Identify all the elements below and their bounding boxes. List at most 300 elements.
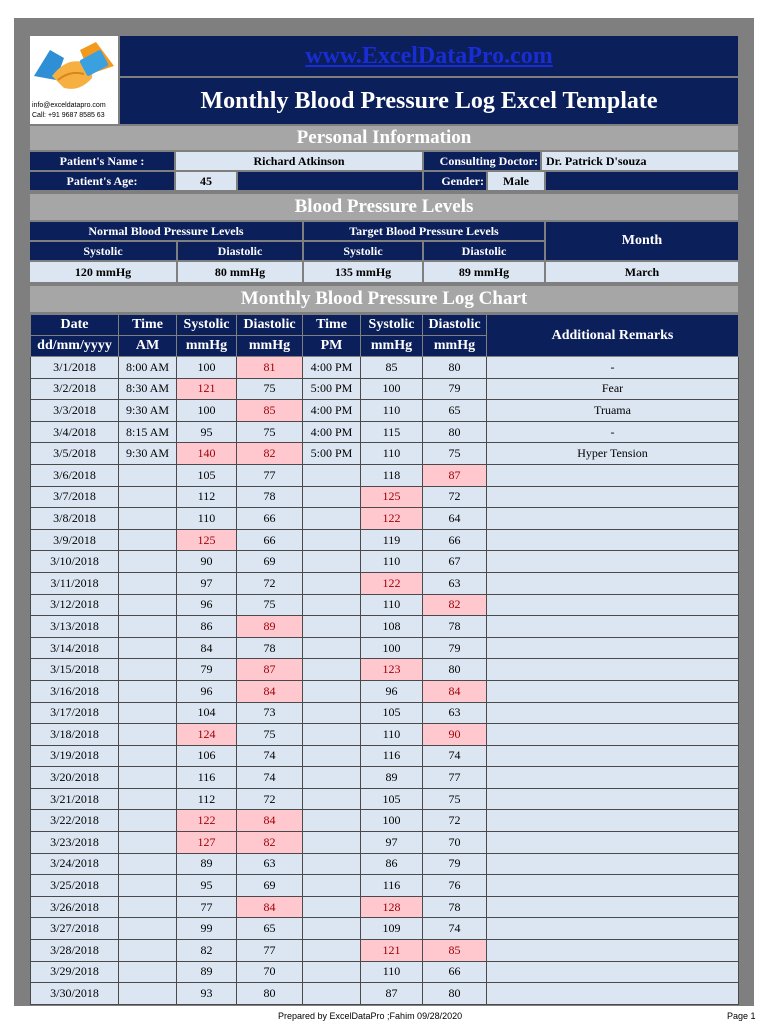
diastolic-pm-cell[interactable]: 82 bbox=[423, 594, 487, 616]
table-row bbox=[31, 421, 739, 443]
target-systolic-value[interactable]: 135 mmHg bbox=[304, 262, 422, 282]
personal-info-band: Personal Information bbox=[30, 126, 738, 150]
systolic-am-cell[interactable]: 127 bbox=[177, 832, 237, 854]
diastolic-am-cell[interactable]: 66 bbox=[237, 529, 303, 551]
time-pm-cell[interactable] bbox=[303, 918, 361, 940]
time-am-cell[interactable]: 9:30 AM bbox=[119, 443, 177, 465]
time-pm-cell[interactable] bbox=[303, 788, 361, 810]
date-cell[interactable]: 3/14/2018 bbox=[31, 637, 119, 659]
time-am-cell[interactable] bbox=[119, 983, 177, 1005]
diastolic-am-cell[interactable]: 69 bbox=[237, 551, 303, 573]
systolic-pm-cell[interactable]: 119 bbox=[361, 529, 423, 551]
time-am-cell[interactable] bbox=[119, 508, 177, 530]
diastolic-am-cell[interactable]: 74 bbox=[237, 767, 303, 789]
diastolic-am-cell[interactable]: 69 bbox=[237, 875, 303, 897]
time-pm-cell[interactable] bbox=[303, 486, 361, 508]
time-am-cell[interactable] bbox=[119, 767, 177, 789]
date-cell[interactable]: 3/9/2018 bbox=[31, 529, 119, 551]
remarks-cell[interactable]: Hyper Tension bbox=[487, 443, 739, 465]
time-pm-cell[interactable] bbox=[303, 680, 361, 702]
footer-prepared: Prepared by ExcelDataPro ;Fahim 09/28/2020 bbox=[278, 1011, 463, 1021]
diastolic-am-cell[interactable]: 63 bbox=[237, 853, 303, 875]
diastolic-pm-cell[interactable]: 67 bbox=[423, 551, 487, 573]
remarks-cell[interactable] bbox=[487, 875, 739, 897]
time-am-cell[interactable] bbox=[119, 724, 177, 746]
remarks-cell[interactable] bbox=[487, 529, 739, 551]
remarks-cell[interactable]: Fear bbox=[487, 378, 739, 400]
systolic-am-cell[interactable]: 106 bbox=[177, 745, 237, 767]
time-pm-cell[interactable]: 5:00 PM bbox=[303, 443, 361, 465]
diastolic-pm-cell[interactable]: 64 bbox=[423, 508, 487, 530]
time-am-cell[interactable]: 8:15 AM bbox=[119, 421, 177, 443]
systolic-am-cell[interactable]: 104 bbox=[177, 702, 237, 724]
diastolic-pm-cell[interactable]: 78 bbox=[423, 616, 487, 638]
time-pm-cell[interactable]: 4:00 PM bbox=[303, 421, 361, 443]
systolic-am-cell[interactable]: 140 bbox=[177, 443, 237, 465]
diastolic-am-cell[interactable]: 73 bbox=[237, 702, 303, 724]
diastolic-pm-cell[interactable]: 79 bbox=[423, 853, 487, 875]
time-am-cell[interactable] bbox=[119, 616, 177, 638]
target-diastolic-label: Diastolic bbox=[424, 242, 544, 260]
time-am-cell[interactable] bbox=[119, 486, 177, 508]
date-cell[interactable]: 3/12/2018 bbox=[31, 594, 119, 616]
table-row bbox=[31, 745, 739, 767]
doctor-value[interactable]: Dr. Patrick D'souza bbox=[542, 152, 738, 170]
date-cell[interactable]: 3/20/2018 bbox=[31, 767, 119, 789]
systolic-pm-cell[interactable]: 97 bbox=[361, 832, 423, 854]
date-cell[interactable]: 3/16/2018 bbox=[31, 680, 119, 702]
diastolic-am-cell[interactable]: 72 bbox=[237, 788, 303, 810]
time-am-cell[interactable] bbox=[119, 551, 177, 573]
table-row bbox=[31, 529, 739, 551]
table-row bbox=[31, 486, 739, 508]
remarks-cell[interactable] bbox=[487, 551, 739, 573]
time-pm-cell[interactable] bbox=[303, 529, 361, 551]
systolic-pm-cell[interactable]: 105 bbox=[361, 788, 423, 810]
unit-pm: PM bbox=[303, 336, 361, 357]
page-title: Monthly Blood Pressure Log Excel Template bbox=[120, 78, 738, 124]
date-cell[interactable]: 3/26/2018 bbox=[31, 896, 119, 918]
diastolic-pm-cell[interactable]: 80 bbox=[423, 357, 487, 379]
col-diastolic-am: Diastolic bbox=[237, 315, 303, 336]
time-pm-cell[interactable] bbox=[303, 702, 361, 724]
remarks-cell[interactable] bbox=[487, 724, 739, 746]
diastolic-pm-cell[interactable]: 79 bbox=[423, 378, 487, 400]
systolic-pm-cell[interactable]: 116 bbox=[361, 745, 423, 767]
diastolic-pm-cell[interactable]: 75 bbox=[423, 788, 487, 810]
col-remarks: Additional Remarks bbox=[487, 315, 739, 357]
time-am-cell[interactable] bbox=[119, 659, 177, 681]
diastolic-pm-cell[interactable]: 85 bbox=[423, 940, 487, 962]
date-cell[interactable]: 3/19/2018 bbox=[31, 745, 119, 767]
time-pm-cell[interactable] bbox=[303, 745, 361, 767]
time-pm-cell[interactable] bbox=[303, 896, 361, 918]
time-am-cell[interactable] bbox=[119, 896, 177, 918]
time-am-cell[interactable] bbox=[119, 853, 177, 875]
log-body bbox=[31, 357, 739, 1005]
remarks-cell[interactable] bbox=[487, 832, 739, 854]
diastolic-am-cell[interactable]: 65 bbox=[237, 918, 303, 940]
gender-label: Gender: bbox=[424, 172, 486, 190]
table-row bbox=[31, 961, 739, 983]
systolic-pm-cell[interactable]: 100 bbox=[361, 637, 423, 659]
unit-systolic-pm: mmHg bbox=[361, 336, 423, 357]
time-am-cell[interactable] bbox=[119, 745, 177, 767]
gender-value[interactable]: Male bbox=[488, 172, 544, 190]
diastolic-pm-cell[interactable]: 76 bbox=[423, 875, 487, 897]
table-row bbox=[31, 918, 739, 940]
diastolic-am-cell[interactable]: 80 bbox=[237, 983, 303, 1005]
systolic-am-cell[interactable]: 100 bbox=[177, 357, 237, 379]
diastolic-am-cell[interactable]: 75 bbox=[237, 421, 303, 443]
diastolic-am-cell[interactable]: 66 bbox=[237, 508, 303, 530]
time-pm-cell[interactable] bbox=[303, 767, 361, 789]
time-pm-cell[interactable] bbox=[303, 875, 361, 897]
doctor-label: Consulting Doctor: bbox=[424, 152, 540, 170]
systolic-am-cell[interactable]: 124 bbox=[177, 724, 237, 746]
table-row bbox=[31, 594, 739, 616]
time-pm-cell[interactable] bbox=[303, 810, 361, 832]
diastolic-am-cell[interactable]: 81 bbox=[237, 357, 303, 379]
patient-name-value[interactable]: Richard Atkinson bbox=[176, 152, 422, 170]
time-am-cell[interactable] bbox=[119, 464, 177, 486]
normal-diastolic-label: Diastolic bbox=[178, 242, 302, 260]
normal-diastolic-value[interactable]: 80 mmHg bbox=[178, 262, 302, 282]
patient-age-spacer bbox=[238, 172, 422, 190]
systolic-pm-cell[interactable]: 121 bbox=[361, 940, 423, 962]
date-cell[interactable]: 3/5/2018 bbox=[31, 443, 119, 465]
systolic-am-cell[interactable]: 93 bbox=[177, 983, 237, 1005]
time-pm-cell[interactable] bbox=[303, 594, 361, 616]
diastolic-am-cell[interactable]: 75 bbox=[237, 594, 303, 616]
date-cell[interactable]: 3/4/2018 bbox=[31, 421, 119, 443]
remarks-cell[interactable] bbox=[487, 961, 739, 983]
table-row bbox=[31, 832, 739, 854]
remarks-cell[interactable]: - bbox=[487, 421, 739, 443]
time-am-cell[interactable] bbox=[119, 918, 177, 940]
time-pm-cell[interactable] bbox=[303, 659, 361, 681]
time-am-cell[interactable] bbox=[119, 572, 177, 594]
diastolic-pm-cell[interactable]: 72 bbox=[423, 810, 487, 832]
table-row bbox=[31, 551, 739, 573]
date-cell[interactable]: 3/30/2018 bbox=[31, 983, 119, 1005]
systolic-am-cell[interactable]: 112 bbox=[177, 486, 237, 508]
remarks-cell[interactable]: Truama bbox=[487, 400, 739, 422]
table-row bbox=[31, 875, 739, 897]
systolic-am-cell[interactable]: 122 bbox=[177, 810, 237, 832]
time-pm-cell[interactable] bbox=[303, 940, 361, 962]
date-cell[interactable]: 3/18/2018 bbox=[31, 724, 119, 746]
remarks-cell[interactable]: - bbox=[487, 357, 739, 379]
table-row bbox=[31, 400, 739, 422]
date-cell[interactable]: 3/25/2018 bbox=[31, 875, 119, 897]
company-logo bbox=[30, 36, 118, 124]
table-row bbox=[31, 659, 739, 681]
table-row bbox=[31, 616, 739, 638]
remarks-cell[interactable] bbox=[487, 486, 739, 508]
systolic-pm-cell[interactable]: 85 bbox=[361, 357, 423, 379]
patient-name-label: Patient's Name : bbox=[30, 152, 174, 170]
time-am-cell[interactable]: 8:00 AM bbox=[119, 357, 177, 379]
systolic-pm-cell[interactable]: 96 bbox=[361, 680, 423, 702]
systolic-pm-cell[interactable]: 87 bbox=[361, 983, 423, 1005]
remarks-cell[interactable] bbox=[487, 572, 739, 594]
time-am-cell[interactable] bbox=[119, 832, 177, 854]
date-cell[interactable]: 3/7/2018 bbox=[31, 486, 119, 508]
systolic-pm-cell[interactable]: 115 bbox=[361, 421, 423, 443]
date-cell[interactable]: 3/22/2018 bbox=[31, 810, 119, 832]
bp-levels-band: Blood Pressure Levels bbox=[30, 194, 738, 220]
remarks-cell[interactable] bbox=[487, 616, 739, 638]
diastolic-am-cell[interactable]: 85 bbox=[237, 400, 303, 422]
time-pm-cell[interactable] bbox=[303, 508, 361, 530]
systolic-am-cell[interactable]: 89 bbox=[177, 961, 237, 983]
diastolic-pm-cell[interactable]: 66 bbox=[423, 529, 487, 551]
table-row bbox=[31, 464, 739, 486]
systolic-am-cell[interactable]: 116 bbox=[177, 767, 237, 789]
remarks-cell[interactable] bbox=[487, 637, 739, 659]
date-cell[interactable]: 3/17/2018 bbox=[31, 702, 119, 724]
time-am-cell[interactable] bbox=[119, 961, 177, 983]
month-label: Month bbox=[546, 222, 738, 260]
footer-page: Page 1 bbox=[727, 1011, 756, 1021]
diastolic-pm-cell[interactable]: 80 bbox=[423, 659, 487, 681]
time-am-cell[interactable]: 9:30 AM bbox=[119, 400, 177, 422]
diastolic-pm-cell[interactable]: 66 bbox=[423, 961, 487, 983]
systolic-am-cell[interactable]: 96 bbox=[177, 594, 237, 616]
time-pm-cell[interactable]: 5:00 PM bbox=[303, 378, 361, 400]
diastolic-pm-cell[interactable]: 65 bbox=[423, 400, 487, 422]
systolic-am-cell[interactable]: 77 bbox=[177, 896, 237, 918]
diastolic-pm-cell[interactable]: 74 bbox=[423, 918, 487, 940]
systolic-am-cell[interactable]: 95 bbox=[177, 875, 237, 897]
table-row bbox=[31, 810, 739, 832]
diastolic-am-cell[interactable]: 74 bbox=[237, 745, 303, 767]
systolic-am-cell[interactable]: 99 bbox=[177, 918, 237, 940]
diastolic-am-cell[interactable]: 82 bbox=[237, 443, 303, 465]
systolic-pm-cell[interactable]: 110 bbox=[361, 961, 423, 983]
diastolic-am-cell[interactable]: 70 bbox=[237, 961, 303, 983]
systolic-am-cell[interactable]: 89 bbox=[177, 853, 237, 875]
diastolic-pm-cell[interactable]: 87 bbox=[423, 464, 487, 486]
remarks-cell[interactable] bbox=[487, 745, 739, 767]
date-cell[interactable]: 3/10/2018 bbox=[31, 551, 119, 573]
remarks-cell[interactable] bbox=[487, 659, 739, 681]
diastolic-am-cell[interactable]: 75 bbox=[237, 724, 303, 746]
remarks-cell[interactable] bbox=[487, 853, 739, 875]
systolic-pm-cell[interactable]: 110 bbox=[361, 551, 423, 573]
time-am-cell[interactable] bbox=[119, 702, 177, 724]
remarks-cell[interactable] bbox=[487, 983, 739, 1005]
systolic-pm-cell[interactable]: 105 bbox=[361, 702, 423, 724]
diastolic-am-cell[interactable]: 84 bbox=[237, 896, 303, 918]
systolic-am-cell[interactable]: 86 bbox=[177, 616, 237, 638]
diastolic-am-cell[interactable]: 75 bbox=[237, 378, 303, 400]
date-cell[interactable]: 3/24/2018 bbox=[31, 853, 119, 875]
systolic-am-cell[interactable]: 82 bbox=[177, 940, 237, 962]
col-systolic-am: Systolic bbox=[177, 315, 237, 336]
time-am-cell[interactable] bbox=[119, 940, 177, 962]
time-am-cell[interactable]: 8:30 AM bbox=[119, 378, 177, 400]
time-pm-cell[interactable] bbox=[303, 616, 361, 638]
worksheet bbox=[14, 18, 754, 1006]
time-pm-cell[interactable] bbox=[303, 983, 361, 1005]
remarks-cell[interactable] bbox=[487, 788, 739, 810]
remarks-cell[interactable] bbox=[487, 464, 739, 486]
remarks-cell[interactable] bbox=[487, 594, 739, 616]
remarks-cell[interactable] bbox=[487, 896, 739, 918]
systolic-pm-cell[interactable]: 118 bbox=[361, 464, 423, 486]
date-cell[interactable]: 3/11/2018 bbox=[31, 572, 119, 594]
diastolic-pm-cell[interactable]: 75 bbox=[423, 443, 487, 465]
col-systolic-pm: Systolic bbox=[361, 315, 423, 336]
target-diastolic-value[interactable]: 89 mmHg bbox=[424, 262, 544, 282]
month-value[interactable]: March bbox=[546, 262, 738, 282]
time-pm-cell[interactable] bbox=[303, 572, 361, 594]
col-date: Date bbox=[31, 315, 119, 336]
systolic-am-cell[interactable]: 121 bbox=[177, 378, 237, 400]
systolic-pm-cell[interactable]: 116 bbox=[361, 875, 423, 897]
diastolic-pm-cell[interactable]: 63 bbox=[423, 702, 487, 724]
handshake-logo-icon bbox=[30, 36, 118, 102]
diastolic-am-cell[interactable]: 82 bbox=[237, 832, 303, 854]
website-banner bbox=[120, 36, 738, 76]
time-am-cell[interactable] bbox=[119, 680, 177, 702]
systolic-am-cell[interactable]: 95 bbox=[177, 421, 237, 443]
diastolic-pm-cell[interactable]: 80 bbox=[423, 421, 487, 443]
remarks-cell[interactable] bbox=[487, 508, 739, 530]
time-pm-cell[interactable]: 4:00 PM bbox=[303, 400, 361, 422]
diastolic-am-cell[interactable]: 77 bbox=[237, 940, 303, 962]
systolic-pm-cell[interactable]: 122 bbox=[361, 508, 423, 530]
diastolic-am-cell[interactable]: 78 bbox=[237, 486, 303, 508]
systolic-am-cell[interactable]: 97 bbox=[177, 572, 237, 594]
systolic-am-cell[interactable]: 100 bbox=[177, 400, 237, 422]
diastolic-pm-cell[interactable]: 72 bbox=[423, 486, 487, 508]
time-pm-cell[interactable] bbox=[303, 551, 361, 573]
remarks-cell[interactable] bbox=[487, 810, 739, 832]
diastolic-am-cell[interactable]: 78 bbox=[237, 637, 303, 659]
diastolic-am-cell[interactable]: 84 bbox=[237, 680, 303, 702]
date-cell[interactable]: 3/27/2018 bbox=[31, 918, 119, 940]
diastolic-pm-cell[interactable]: 79 bbox=[423, 637, 487, 659]
systolic-am-cell[interactable]: 105 bbox=[177, 464, 237, 486]
time-pm-cell[interactable] bbox=[303, 637, 361, 659]
systolic-pm-cell[interactable]: 108 bbox=[361, 616, 423, 638]
time-pm-cell[interactable] bbox=[303, 961, 361, 983]
diastolic-pm-cell[interactable]: 78 bbox=[423, 896, 487, 918]
systolic-am-cell[interactable]: 84 bbox=[177, 637, 237, 659]
time-am-cell[interactable] bbox=[119, 637, 177, 659]
systolic-pm-cell[interactable]: 128 bbox=[361, 896, 423, 918]
systolic-pm-cell[interactable]: 110 bbox=[361, 400, 423, 422]
time-am-cell[interactable] bbox=[119, 875, 177, 897]
unit-diastolic-pm: mmHg bbox=[423, 336, 487, 357]
date-cell[interactable]: 3/28/2018 bbox=[31, 940, 119, 962]
time-am-cell[interactable] bbox=[119, 788, 177, 810]
systolic-pm-cell[interactable]: 100 bbox=[361, 378, 423, 400]
remarks-cell[interactable] bbox=[487, 702, 739, 724]
systolic-pm-cell[interactable]: 86 bbox=[361, 853, 423, 875]
date-cell[interactable]: 3/21/2018 bbox=[31, 788, 119, 810]
systolic-pm-cell[interactable]: 100 bbox=[361, 810, 423, 832]
systolic-pm-cell[interactable]: 110 bbox=[361, 594, 423, 616]
date-cell[interactable]: 3/3/2018 bbox=[31, 400, 119, 422]
unit-am: AM bbox=[119, 336, 177, 357]
remarks-cell[interactable] bbox=[487, 918, 739, 940]
normal-systolic-value[interactable]: 120 mmHg bbox=[30, 262, 176, 282]
diastolic-am-cell[interactable]: 87 bbox=[237, 659, 303, 681]
time-pm-cell[interactable] bbox=[303, 853, 361, 875]
date-cell[interactable]: 3/8/2018 bbox=[31, 508, 119, 530]
diastolic-pm-cell[interactable]: 84 bbox=[423, 680, 487, 702]
systolic-pm-cell[interactable]: 122 bbox=[361, 572, 423, 594]
time-am-cell[interactable] bbox=[119, 594, 177, 616]
systolic-am-cell[interactable]: 90 bbox=[177, 551, 237, 573]
date-cell[interactable]: 3/1/2018 bbox=[31, 357, 119, 379]
logo-email: info@exceldatapro.com bbox=[32, 102, 106, 109]
diastolic-pm-cell[interactable]: 90 bbox=[423, 724, 487, 746]
table-row bbox=[31, 378, 739, 400]
date-cell[interactable]: 3/2/2018 bbox=[31, 378, 119, 400]
diastolic-pm-cell[interactable]: 74 bbox=[423, 745, 487, 767]
diastolic-pm-cell[interactable]: 77 bbox=[423, 767, 487, 789]
remarks-cell[interactable] bbox=[487, 940, 739, 962]
time-pm-cell[interactable] bbox=[303, 832, 361, 854]
website-link[interactable]: www.ExcelDataPro.com bbox=[305, 43, 553, 69]
date-cell[interactable]: 3/29/2018 bbox=[31, 961, 119, 983]
systolic-pm-cell[interactable]: 110 bbox=[361, 443, 423, 465]
diastolic-am-cell[interactable]: 89 bbox=[237, 616, 303, 638]
systolic-am-cell[interactable]: 110 bbox=[177, 508, 237, 530]
diastolic-am-cell[interactable]: 77 bbox=[237, 464, 303, 486]
diastolic-pm-cell[interactable]: 70 bbox=[423, 832, 487, 854]
systolic-pm-cell[interactable]: 123 bbox=[361, 659, 423, 681]
remarks-cell[interactable] bbox=[487, 680, 739, 702]
systolic-pm-cell[interactable]: 109 bbox=[361, 918, 423, 940]
table-row bbox=[31, 940, 739, 962]
time-pm-cell[interactable] bbox=[303, 724, 361, 746]
time-pm-cell[interactable]: 4:00 PM bbox=[303, 357, 361, 379]
patient-age-label: Patient's Age: bbox=[30, 172, 174, 190]
normal-levels-label: Normal Blood Pressure Levels bbox=[30, 222, 302, 240]
table-row bbox=[31, 508, 739, 530]
diastolic-am-cell[interactable]: 72 bbox=[237, 572, 303, 594]
systolic-am-cell[interactable]: 125 bbox=[177, 529, 237, 551]
remarks-cell[interactable] bbox=[487, 767, 739, 789]
systolic-pm-cell[interactable]: 89 bbox=[361, 767, 423, 789]
patient-age-value[interactable]: 45 bbox=[176, 172, 236, 190]
systolic-pm-cell[interactable]: 110 bbox=[361, 724, 423, 746]
systolic-am-cell[interactable]: 79 bbox=[177, 659, 237, 681]
diastolic-pm-cell[interactable]: 63 bbox=[423, 572, 487, 594]
systolic-am-cell[interactable]: 96 bbox=[177, 680, 237, 702]
time-am-cell[interactable] bbox=[119, 810, 177, 832]
table-row bbox=[31, 702, 739, 724]
date-cell[interactable]: 3/23/2018 bbox=[31, 832, 119, 854]
date-cell[interactable]: 3/13/2018 bbox=[31, 616, 119, 638]
systolic-am-cell[interactable]: 112 bbox=[177, 788, 237, 810]
systolic-pm-cell[interactable]: 125 bbox=[361, 486, 423, 508]
time-am-cell[interactable] bbox=[119, 529, 177, 551]
time-pm-cell[interactable] bbox=[303, 464, 361, 486]
diastolic-pm-cell[interactable]: 80 bbox=[423, 983, 487, 1005]
diastolic-am-cell[interactable]: 84 bbox=[237, 810, 303, 832]
date-cell[interactable]: 3/6/2018 bbox=[31, 464, 119, 486]
logo-phone: Call: +91 9687 8585 63 bbox=[32, 112, 105, 119]
date-cell[interactable]: 3/15/2018 bbox=[31, 659, 119, 681]
table-row bbox=[31, 680, 739, 702]
